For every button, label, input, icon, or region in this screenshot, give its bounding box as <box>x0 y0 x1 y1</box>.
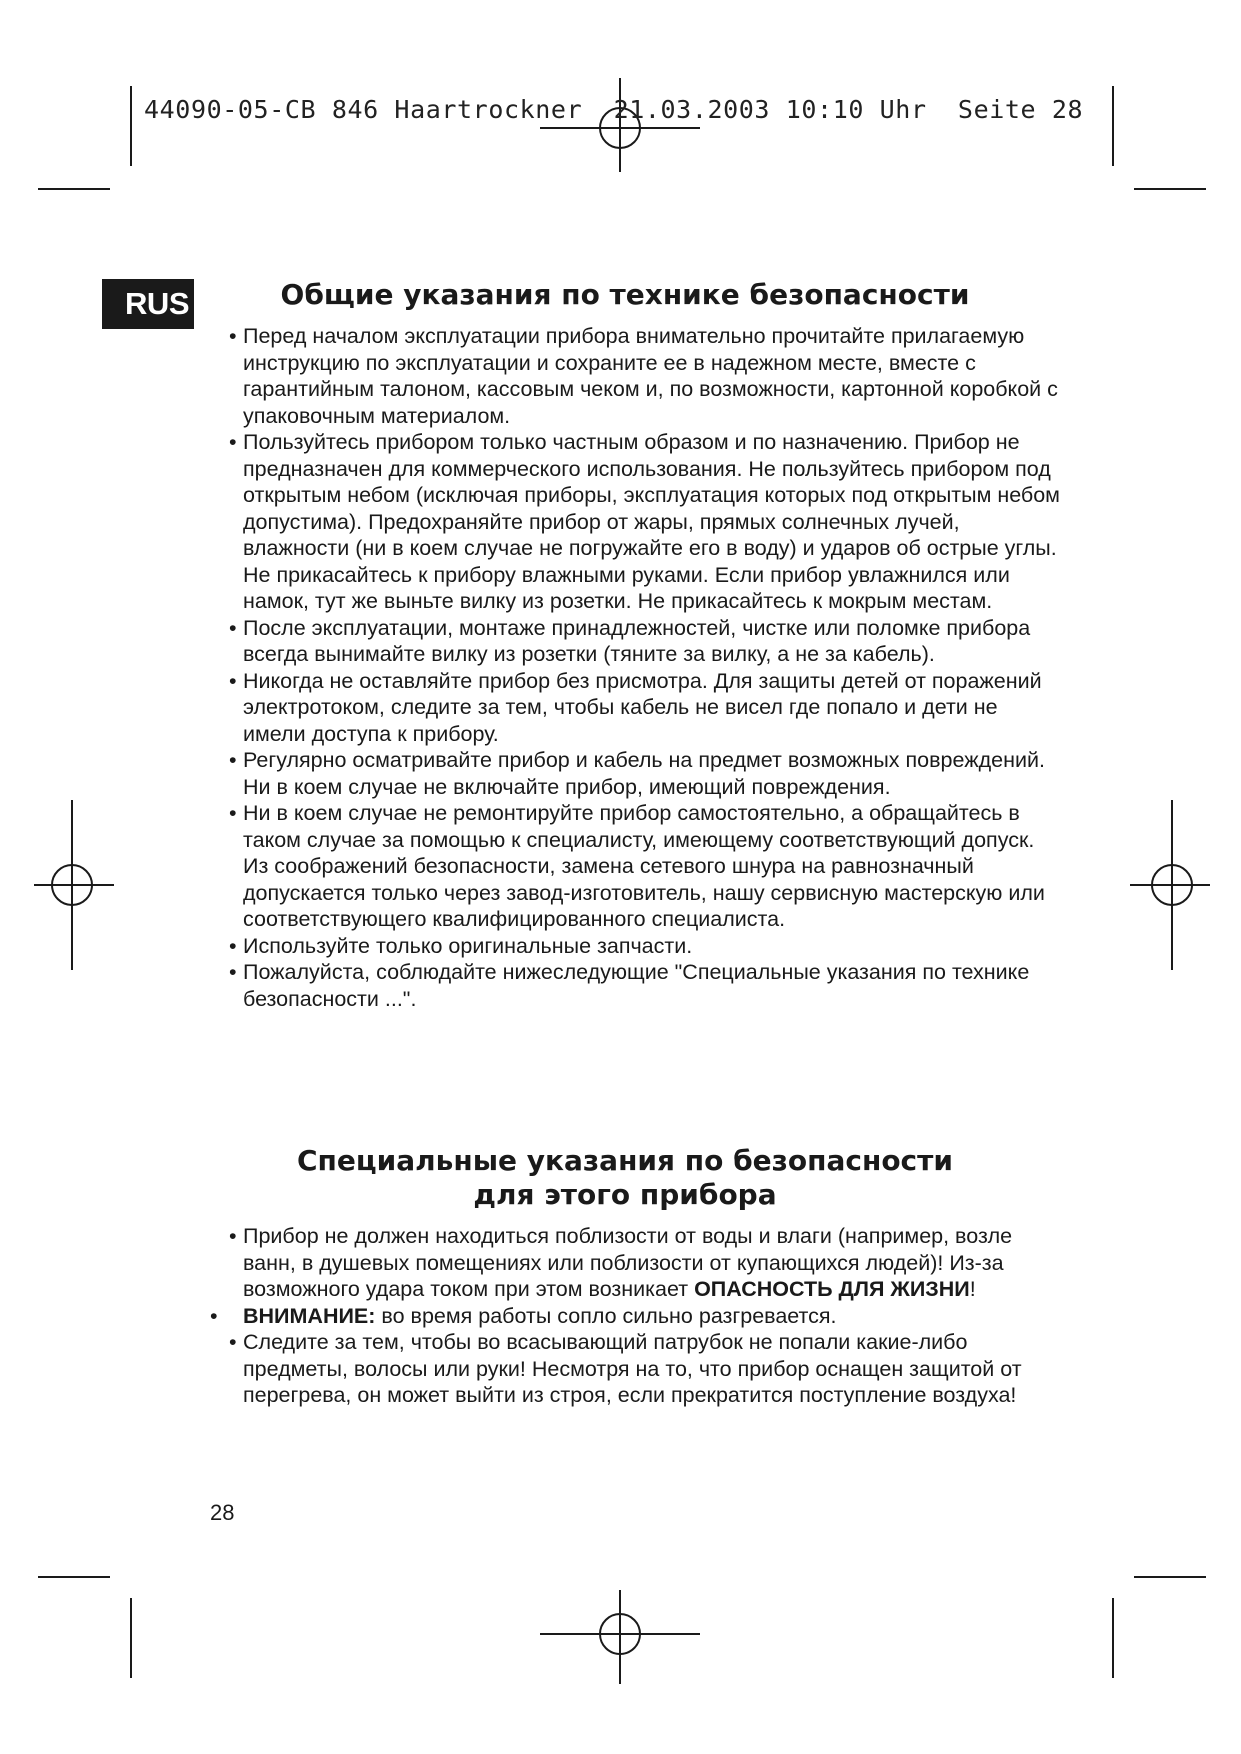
section-title-line: для этого прибора <box>473 1178 777 1211</box>
bullet-icon: • <box>229 960 237 984</box>
registration-mark-left <box>34 800 114 970</box>
print-page: Seite 28 <box>957 95 1084 124</box>
list-item: • Используйте только оригинальные запчасти. <box>229 933 693 958</box>
section-title-line: Специальные указания по безопасности <box>296 1144 954 1177</box>
bullet-icon: • <box>229 748 237 772</box>
section-title-special <box>200 1144 1050 1212</box>
crop-mark <box>1112 1598 1114 1678</box>
print-date: 21.03.2003 <box>613 95 771 124</box>
bullet-icon: • <box>229 615 237 640</box>
general-safety-list <box>210 323 1065 1012</box>
print-job-header <box>144 95 1083 124</box>
crop-mark <box>1134 188 1206 190</box>
crop-mark <box>38 188 110 190</box>
section-title-general: Общие указания по технике безопасности <box>280 278 970 311</box>
list-item: • После эксплуатации, монтаже принадлежностей, чистке или поломке прибора всегда вынимайте вилку из розетки (тяните за вилку, а не за кабель). <box>229 615 1031 666</box>
list-item: • ВНИМАНИЕ: во время работы сопло сильно разгревается. <box>210 1303 837 1328</box>
crop-mark <box>130 1598 132 1678</box>
language-tab: RUS <box>102 279 194 329</box>
list-item: • Пользуйтесь прибором только частным образом и по назначению. Прибор не предназначен для коммерческого использования. Не пользуйтесь прибором под открытым небом (исключая приборы, эксплуатация которых под открытым небом допустима). Предохраняйте прибор от жары, прямых солнечных лучей, влажности (ни в коем случае не погружайте его в воду) и ударов об острые углы. Не прикасайтесь к прибору влажными руками. Если прибор увлажнился или намок, тут же выньте вилку из розетки. Не прикасайтесь к мокрым местам. <box>229 430 1060 613</box>
bullet-icon: • <box>210 1303 218 1328</box>
danger-warning: ОПАСНОСТЬ ДЛЯ ЖИЗНИ <box>694 1277 970 1301</box>
bullet-icon: • <box>229 1330 237 1354</box>
bullet-icon: • <box>229 1224 237 1248</box>
list-item: • Пожалуйста, соблюдайте нижеследующие "Специальные указания по технике безопасности ...". <box>229 960 1030 1011</box>
special-safety-list <box>210 1223 1065 1409</box>
job-name: 44090-05-CB 846 Haartrockner <box>144 95 583 124</box>
attention-label: ВНИМАНИЕ: <box>243 1303 376 1328</box>
bullet-icon: • <box>229 668 237 693</box>
bullet-icon: • <box>229 430 237 454</box>
list-item: • Прибор не должен находиться поблизости от воды и влаги (например, возле ванн, в душевых помещениях или поблизости от купающихся людей)! Из-за возможного удара током при этом возникает ОПАСНОСТЬ ДЛЯ ЖИЗНИ! <box>229 1224 1013 1301</box>
crop-mark <box>130 86 132 166</box>
list-item: • Регулярно осматривайте прибор и кабель на предмет возможных повреждений. Ни в коем случае не включайте прибор, имеющий повреждения. <box>229 748 1045 799</box>
bullet-icon: • <box>229 324 237 348</box>
bullet-icon: • <box>229 801 237 825</box>
registration-mark-right <box>1130 800 1210 970</box>
print-time: 10:10 Uhr <box>785 95 927 124</box>
list-item: • Ни в коем случае не ремонтируйте прибор самостоятельно, а обращайтесь в таком случае за помощью к специалисту, имеющему соответствующий допуск. Из соображений безопасности, замена сетевого шнура на равнозначный допускается только через завод-изготовитель, нашу сервисную мастерскую или соответствующего квалифицированного специалиста. <box>229 801 1045 931</box>
crop-mark <box>1134 1576 1206 1578</box>
registration-mark-bottom <box>540 1590 700 1684</box>
registration-mark-top <box>540 78 700 172</box>
crop-mark <box>38 1576 110 1578</box>
list-item: • Никогда не оставляйте прибор без присмотра. Для защиты детей от поражений электротоком, следите за тем, чтобы кабель не висел где попало и дети не имели доступа к прибору. <box>229 668 1042 746</box>
list-item: • Следите за тем, чтобы во всасывающий патрубок не попали какие-либо предметы, волосы или руки! Несмотря на то, что прибор оснащен защитой от перегрева, он может выйти из строя, если прекратится поступление воздуха! <box>229 1330 1022 1407</box>
list-item: • Перед началом эксплуатации прибора внимательно прочитайте прилагаемую инструкцию по эксплуатации и сохраните ее в надежном месте, вместе с гарантийным талоном, кассовым чеком и, по возможности, картонной коробкой с упаковочным материалом. <box>229 324 1058 428</box>
bullet-icon: • <box>229 933 237 958</box>
crop-mark <box>1112 86 1114 166</box>
page-number: 28 <box>210 1500 235 1525</box>
